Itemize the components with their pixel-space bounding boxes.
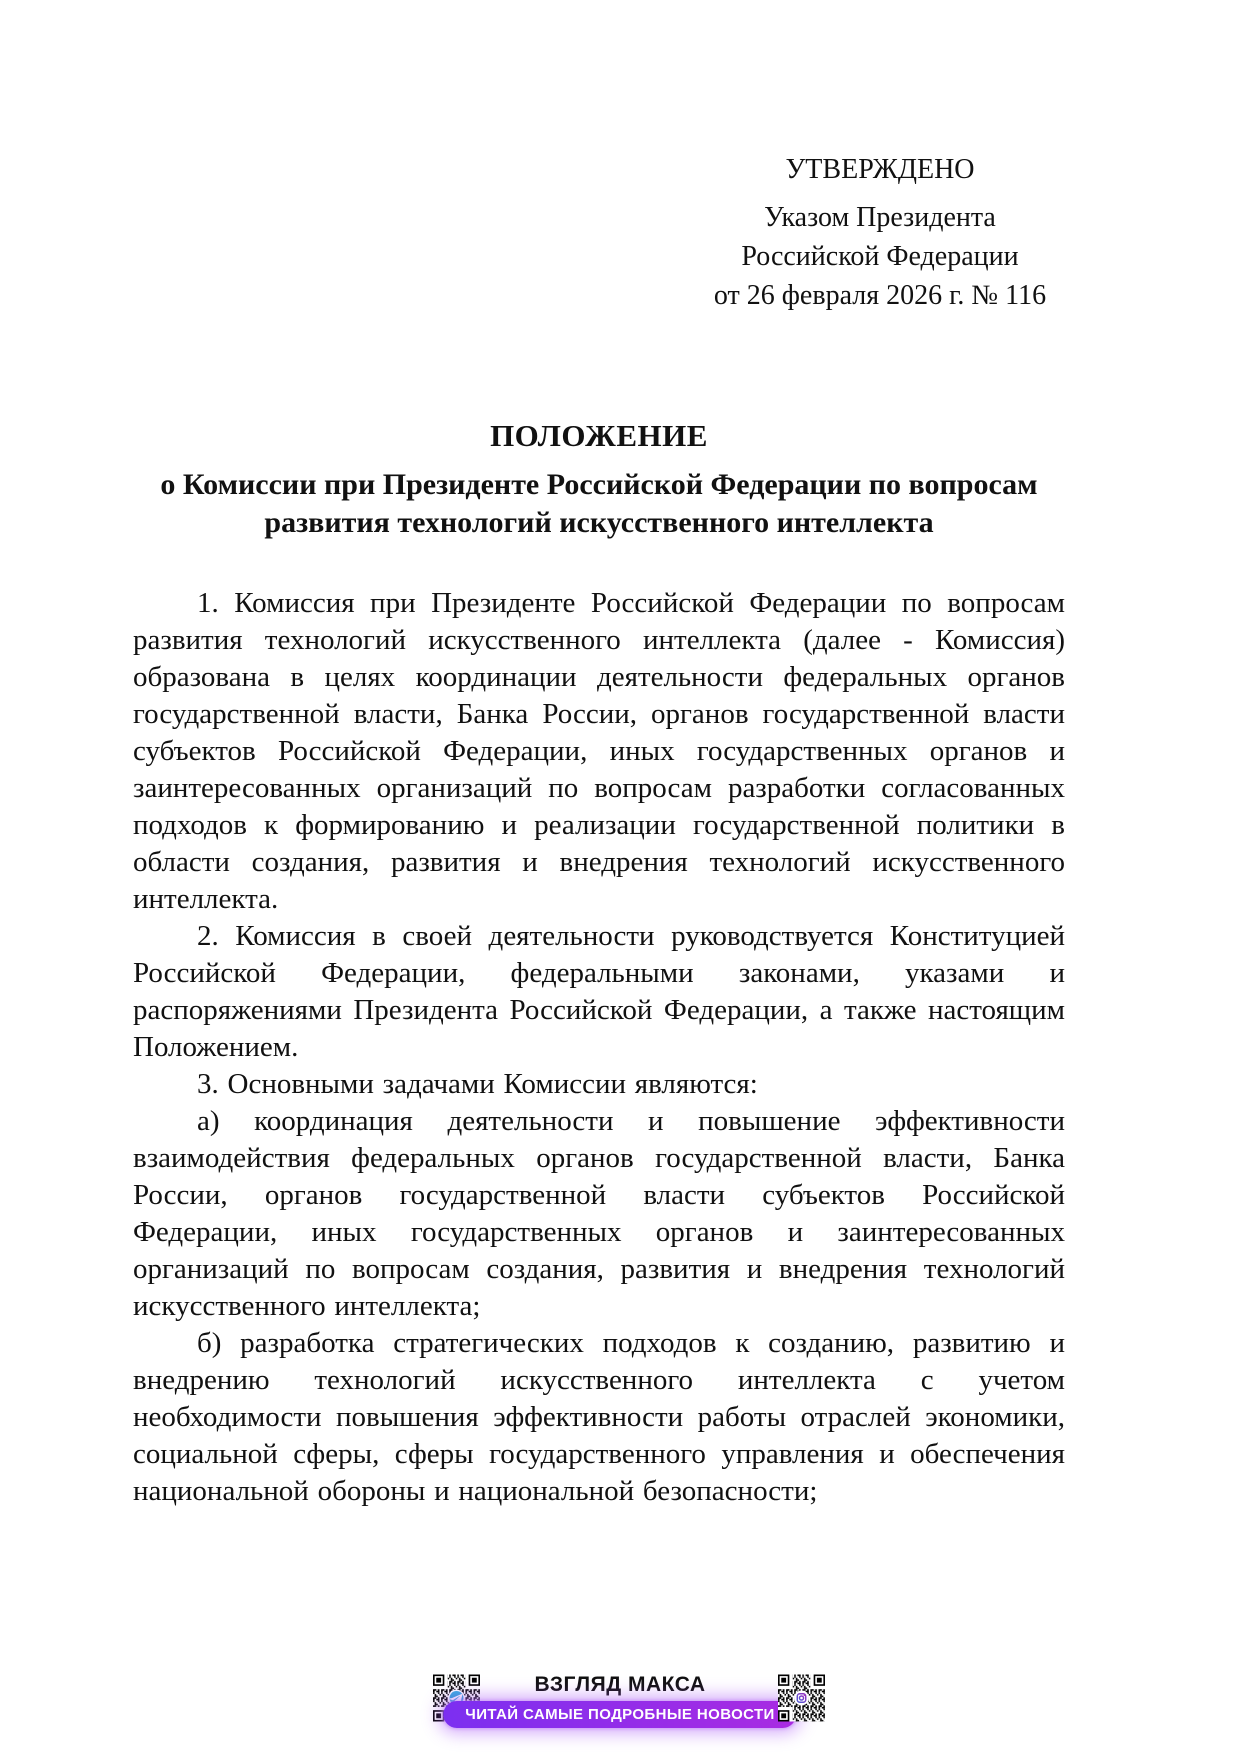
approval-line-3: Российской Федерации [741, 241, 1019, 272]
qr-code-icon [778, 1673, 825, 1723]
brand-title: ВЗГЛЯД МАКСА [534, 1673, 706, 1696]
paragraph-3: 3. Основными задачами Комиссии являются: [197, 1068, 758, 1100]
paragraph-3b: б) разработка стратегических подходов к созданию, развитию и внедрению технологий искусственного интеллекта с учетом необходимости повышения эффективности работы отраслей экономики, социальной сферы, сферы государственного управления и обеспечения национальной обороны и национальной безопасности; [133, 1327, 1065, 1507]
approval-line-4: от 26 февраля 2026 г. № 116 [713, 280, 1047, 311]
paragraph-3a: а) координация деятельности и повышение эффективности взаимодействия федеральных органов государственной власти, Банка России, органов государственной власти субъектов Российской Федерации, иных государственных органов и заинтересованных организаций по вопросам создания, развития и внедрения технологий искусственного интеллекта; [133, 1105, 1065, 1322]
approval-block [690, 150, 1070, 315]
watermark-footer [0, 1665, 1240, 1735]
document-body [133, 585, 1065, 1510]
document-subtitle: о Комиссии при Президенте Российской Федерации по вопросам развития технологий искусственного интеллекта [160, 468, 1038, 539]
document-title: ПОЛОЖЕНИЕ [490, 418, 708, 453]
tagline-pill-button[interactable]: ЧИТАЙ САМЫЕ ПОДРОБНЫЕ НОВОСТИ [443, 1701, 796, 1728]
approval-line-1: УТВЕРЖДЕНО [785, 154, 975, 185]
instagram-qr-code[interactable] [778, 1673, 825, 1723]
approval-line-2: Указом Президента [764, 202, 996, 233]
paragraph-1: 1. Комиссия при Президенте Российской Федерации по вопросам развития технологий искусственного интеллекта (далее - Комиссия) образована в целях координации деятельности федеральных органов государственной власти, Банка России, органов государственной власти субъектов Российской Федерации, иных государственных органов и заинтересованных организаций по вопросам разработки согласованных подходов к формированию и реализации государственной политики в области создания, развития и внедрения технологий искусственного интеллекта. [133, 587, 1065, 915]
paragraph-2: 2. Комиссия в своей деятельности руководствуется Конституцией Российской Федерации, федеральными законами, указами и распоряжениями Президента Российской Федерации, а также настоящим Положением. [133, 920, 1065, 1063]
instagram-icon [797, 1694, 805, 1702]
footer-brand-block [443, 1673, 796, 1728]
